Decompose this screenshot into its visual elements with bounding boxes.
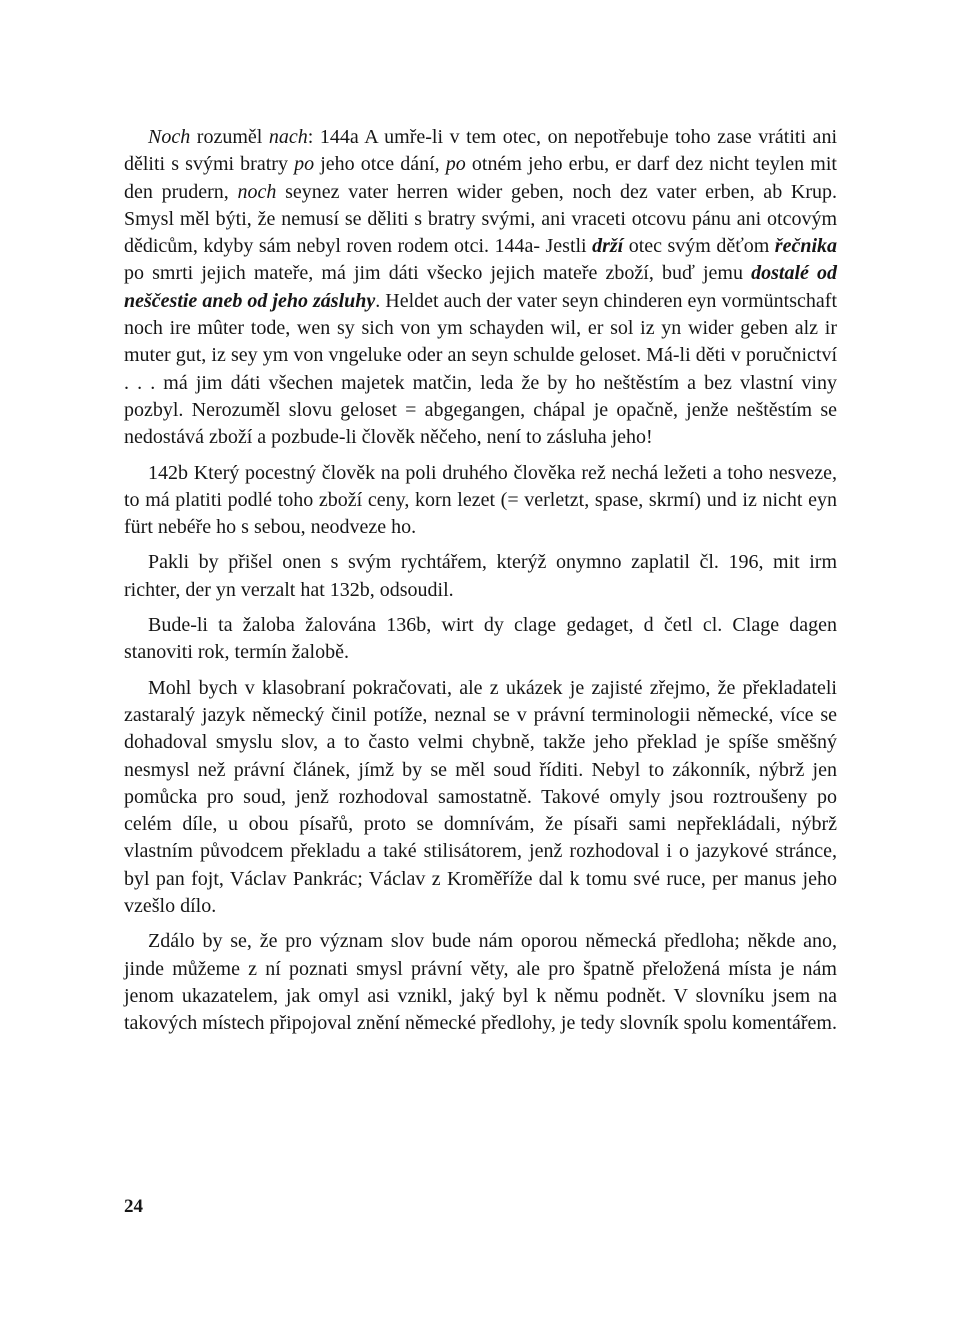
text-run: Pakli by přišel onen s svým rychtářem, kterýž onymno zaplatil čl. 196, mit irm richter, der yn verzalt hat 132b, odsoudil.: [124, 551, 837, 601]
italic-run: po: [445, 153, 466, 176]
italic-run: po: [294, 153, 315, 176]
italic-run: Noch: [148, 126, 191, 148]
paragraph: [124, 612, 837, 667]
italic-run: nach: [268, 126, 308, 148]
paragraph: [124, 675, 837, 921]
text-run: po smrti jejich mateře, má jim dáti všecko jejich mateře zboží, buď jemu: [124, 262, 752, 285]
text-run: Zdálo by se, že pro význam slov bude nám oporou německá předloha; někde ano, jinde můžeme z ní poznati smysl právní věty, ale pro špatně přeložená místa je nám jenom ukazatelem, jak omyl asi vznikl, jaký byl k němu podnět. V slovníku jsem na takových místech připojoval znění německé předlohy, je tedy slovník spolu komentářem.: [124, 930, 837, 1035]
text-run: jeho otce dání,: [314, 153, 446, 176]
text-run: . Heldet auch der vater seyn chinderen eyn vormüntschaft noch ire mûter tode, wen sy sich von ym schayden wil, er sol iz yn wider geben alz ir muter gut, iz sey ym von vngeluke oder an seyn schulde geloset. Má-li děti v poručnictví . . . má jim dáti všechen majetek matčin, leda že by ho neštěstím a bez vlastní viny pozbyl. Nerozuměl slovu geloset = abgegangen, chápal je opačně, jenže neštěstím se nedostává zboží a pozbude-li člověk něčeho, není to zásluha jeho!: [124, 289, 837, 449]
text-run: : 144a A umře-li v tem otec, on nepotřebuje toho zase vrátiti ani děliti s svými bratry: [124, 126, 837, 176]
text-run: otném jeho erbu, er darf dez nicht teylen mit den prudern,: [124, 153, 837, 203]
text-run: seynez vater herren wider geben, noch dez vater erben, ab Krup. Smysl měl býti, že nemusí se děliti s bratry svými, ani vraceti otcovu pánu ani otcovým dědicům, kdyby sám nebyl roven rodem otci. 144a- Jestli: [124, 180, 838, 258]
paragraph: [124, 124, 837, 452]
paragraph: [124, 460, 837, 542]
paragraph: [124, 928, 837, 1037]
body-text: [124, 124, 837, 1046]
italic-run: noch: [237, 180, 277, 203]
bold-italic-run: dostalé od neščestie aneb od jeho zásluhy: [124, 262, 837, 312]
text-run: Bude-li ta žaloba žalována 136b, wirt dy clage gedaget, d četl cl. Clage dagen stanoviti rok, termín žalobě.: [124, 614, 837, 664]
page-number: 24: [124, 1196, 143, 1217]
bold-italic-run: řečnika: [774, 235, 837, 258]
bold-italic-run: drží: [592, 235, 624, 258]
text-run: 142b Který pocestný člověk na poli druhého člověka rež nechá ležeti a toho nesveze, to má platiti podlé toho zboží ceny, korn lezet (= verletzt, spase, skrmí) und iz nicht eyn fürt nebéře ho s sebou, neodveze ho.: [124, 461, 837, 539]
text-run: Mohl bych v klasobraní pokračovati, ale z ukázek je zajisté zřejmo, že překladateli zastaralý jazyk německý činil potíže, neznal se v právní terminologii německé, více se dohadoval smyslu slov, a to často velmi chybně, takže jeho překlad je spíše směšný nesmysl než právní článek, jímž by se měl soud říditi. Nebyl to zákonník, nýbrž jen pomůcka pro soud, jenž rozhodoval samostatně. Takové omyly jsou roztroušeny po celém díle, u obou písařů, proto se domnívám, že písaři sami nepřekládali, nýbrž vlastním původcem překladu a také stilisátorem, jenž rozhodoval i o jazykové stránce, byl pan fojt, Václav Pankrác; Václav z Kroměříže dal k tomu své ruce, per manus jeho vzešlo dílo.: [124, 676, 837, 918]
text-run: otec svým děťom: [623, 235, 775, 258]
text-run: rozuměl: [190, 126, 269, 148]
paragraph: [124, 549, 837, 604]
